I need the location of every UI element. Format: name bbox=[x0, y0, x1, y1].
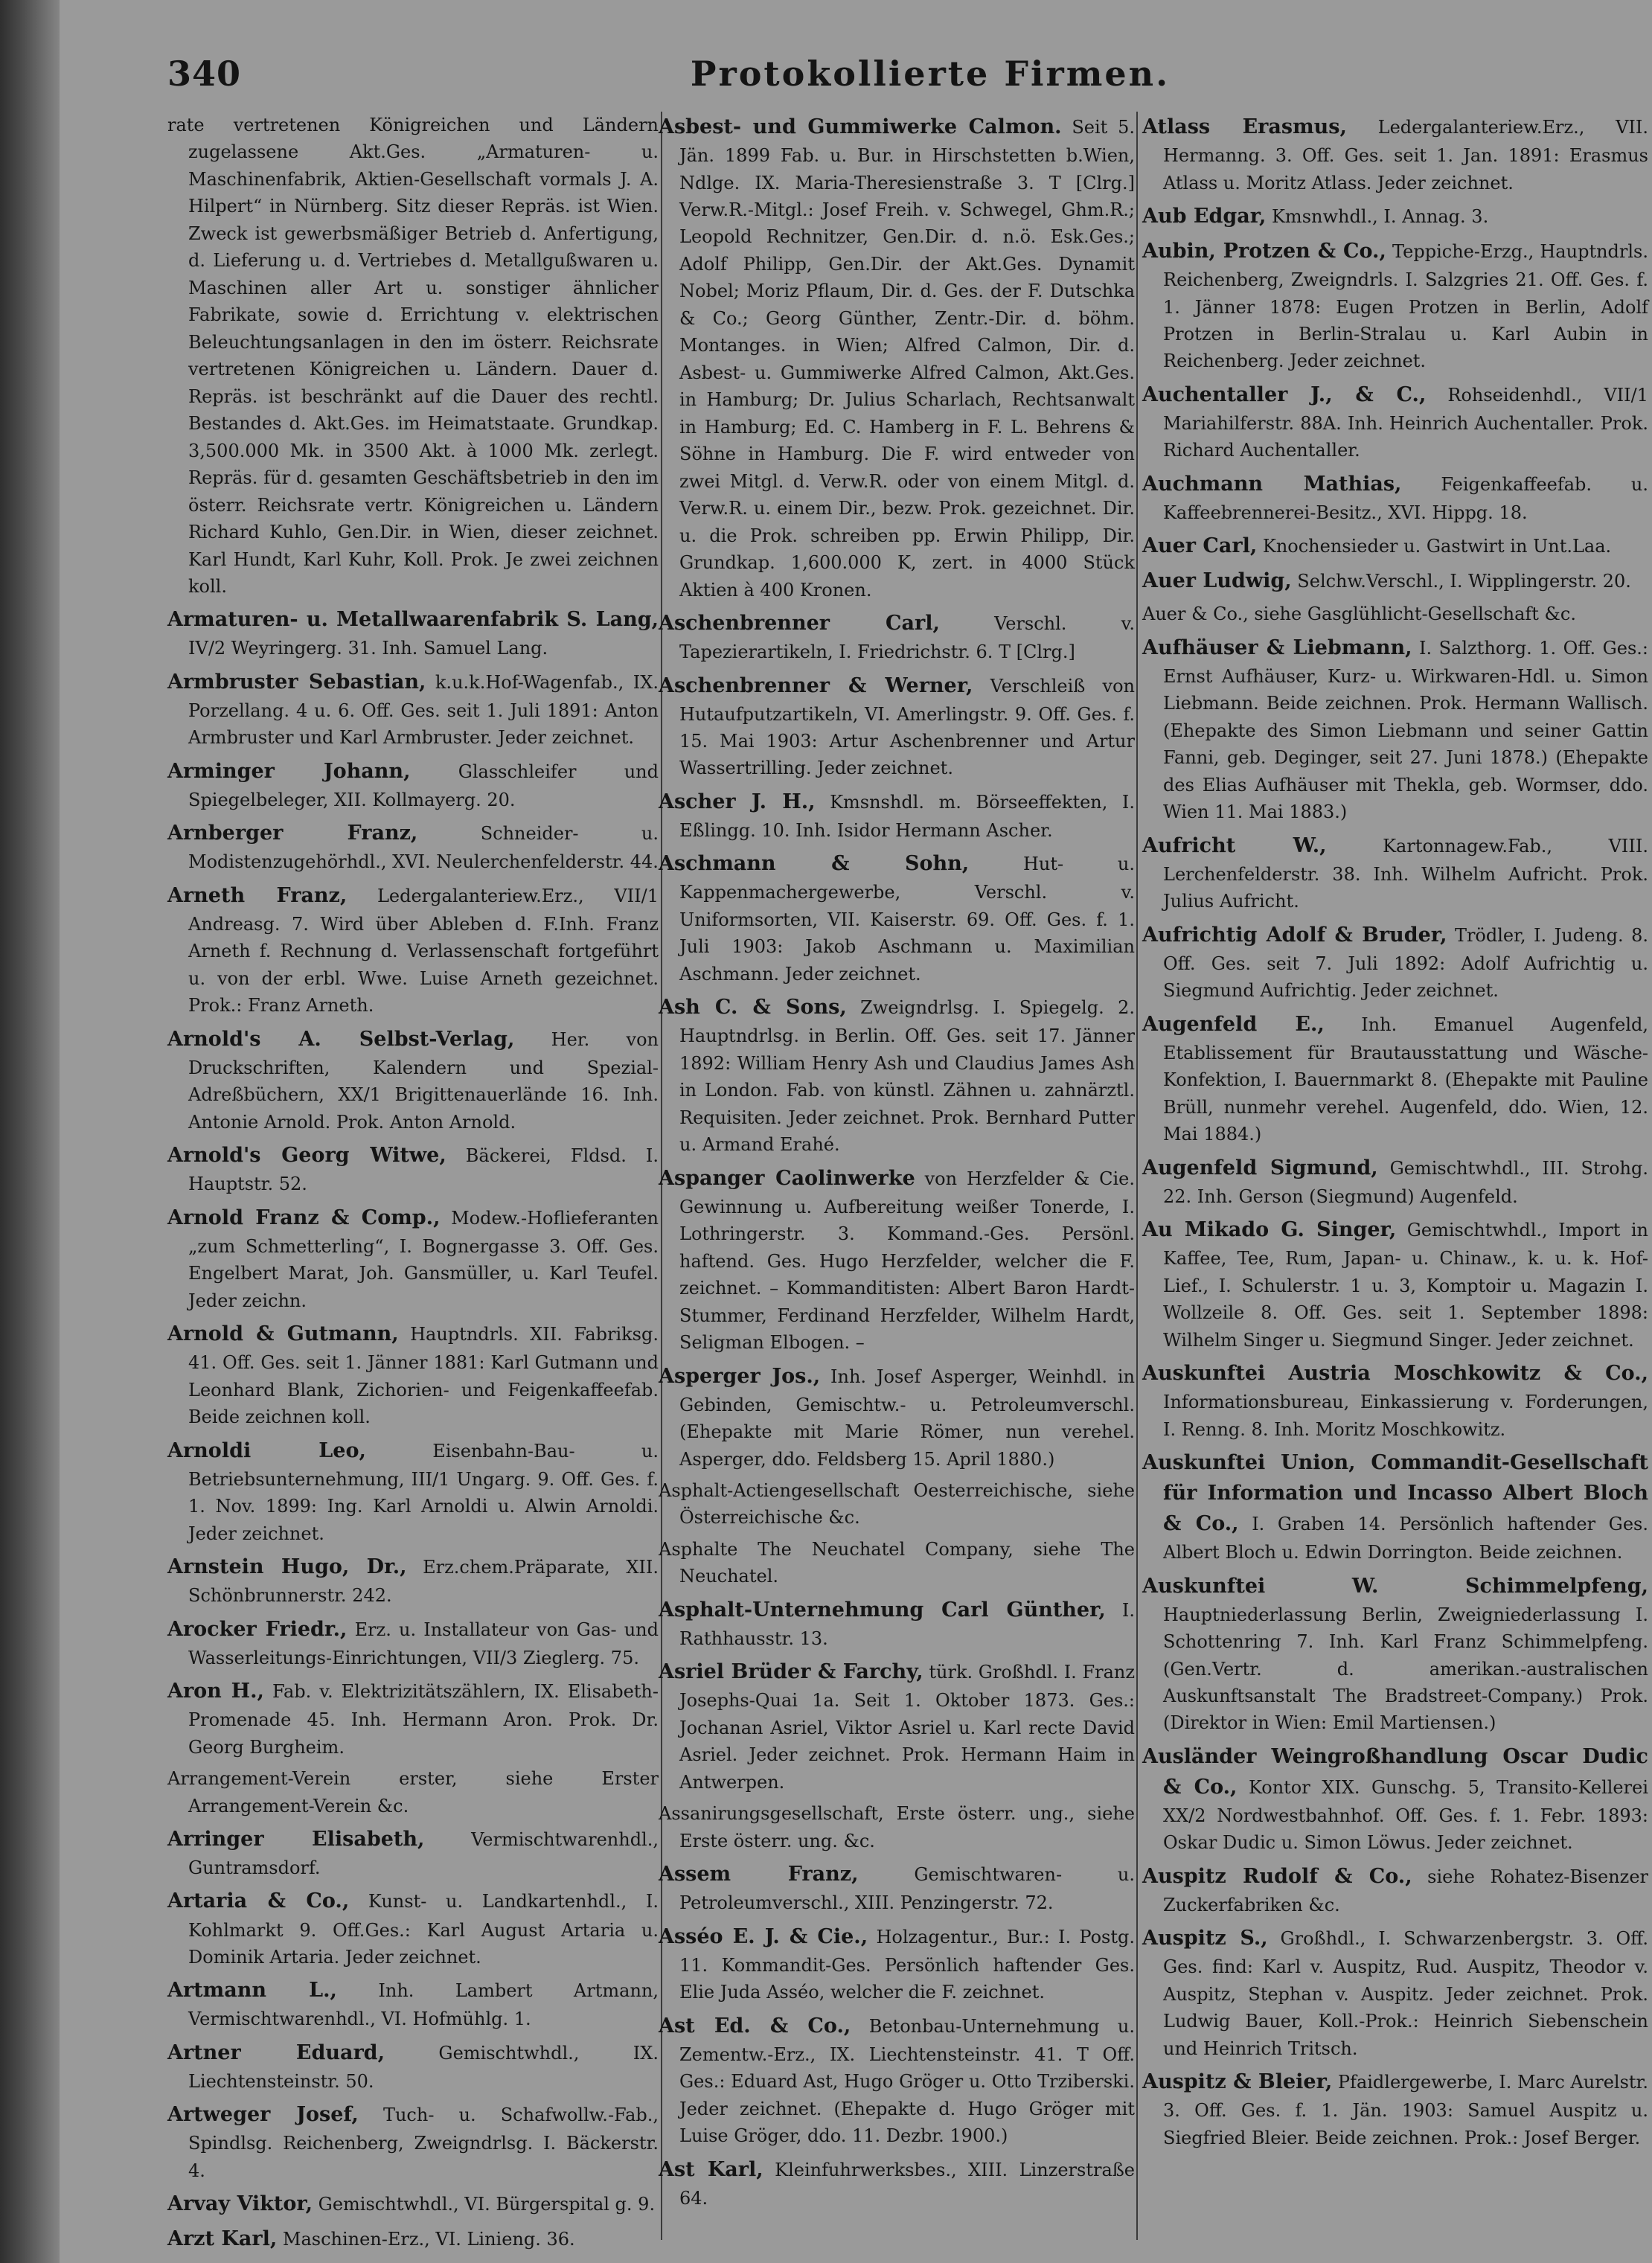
firm-details: Asphalte The Neuchatel Company, siehe The Neuchatel. bbox=[659, 1538, 1135, 1587]
firm-name: Artner Eduard, bbox=[167, 2040, 385, 2064]
column-1 bbox=[167, 112, 659, 2251]
firm-details: Verschl. v. Tapezierartikeln, I. Friedrichstr. 6. T [Clrg.] bbox=[679, 613, 1135, 663]
firm-entry bbox=[659, 1921, 1135, 2006]
firm-entry bbox=[167, 1140, 659, 1198]
column-3 bbox=[1142, 112, 1648, 2233]
firm-name: Assem Franz, bbox=[659, 1863, 859, 1886]
firm-entry bbox=[1142, 566, 1648, 596]
firm-name: Arneth Franz, bbox=[167, 883, 348, 907]
firm-entry bbox=[1142, 2067, 1648, 2151]
firm-entry bbox=[659, 1536, 1135, 1590]
firm-entry bbox=[1142, 531, 1648, 561]
firm-entry bbox=[1142, 920, 1648, 1005]
firm-details: Hut- u. Kappenmachergewerbe, Verschl. v. Uniformsorten, VII. Kaiserstr. 69. Off. Ges. f. 1. Juli 1903: Jakob Aschmann u. Maximilian Aschmann. Jeder zeichnet. bbox=[679, 854, 1135, 985]
firm-name: Aron H., bbox=[167, 1680, 264, 1703]
firm-details: Erz. u. Installateur von Gas- und Wasserleitungs-Einrichtungen, VII/3 Zieglerg. 75. bbox=[188, 1619, 659, 1668]
firm-details: Betonbau-Unternehmung u. Zementw.-Erz., IX. Liechtensteinstr. 41. T Off. Ges.: Eduard Ast, Hugo Gröger u. Otto Trziberski. Jeder zeichnet. (Ehepakte d. Hugo Gröger mit Luise Gröger, ddo. 11. Dezbr. 1900.) bbox=[679, 2015, 1135, 2147]
running-head: Protokollierte Firmen. bbox=[690, 54, 1171, 94]
firm-name: Auchentaller J., & C., bbox=[1142, 382, 1427, 406]
firm-name: Arnold's Georg Witwe, bbox=[167, 1144, 446, 1168]
firm-details: Hauptndrls. XII. Fabriksg. 41. Off. Ges. seit 1. Jänner 1881: Karl Gutmann und Leonhard Blank, Zichorien- und Feigenkaffeefab. Beide zeichnen koll. bbox=[188, 1324, 659, 1428]
firm-name: Arnberger Franz, bbox=[167, 822, 418, 845]
firm-name: Aschenbrenner & Werner, bbox=[659, 673, 973, 697]
firm-entry bbox=[1142, 469, 1648, 527]
firm-details: Trödler, I. Judeng. 8. Off. Ges. seit 7. Juli 1892: Adolf Aufrichtig u. Siegmund Aufrichtig. Jeder zeichnet. bbox=[1163, 924, 1648, 1002]
firm-name: Arvay Viktor, bbox=[167, 2192, 313, 2216]
firm-name: Asphalt-Unternehmung Carl Günther, bbox=[659, 1598, 1106, 1622]
firm-entry bbox=[659, 992, 1135, 1158]
firm-name: Atlass Erasmus, bbox=[1142, 115, 1347, 138]
firm-details: Zweigndrlsg. I. Spiegelg. 2. Hauptndrlsg. in Berlin. Off. Ges. seit 17. Jänner 1892: William Henry Ash und Claudius James Ash in London. Fab. von künstl. Zähnen u. zahnärztl. Requisiten. Jeder zeichnet. Prok. Bernhard Putter u. Armand Erahé. bbox=[679, 997, 1135, 1156]
firm-entry bbox=[1142, 1009, 1648, 1148]
firm-entry bbox=[167, 604, 659, 662]
firm-details: Gemischtwhdl., VI. Bürgerspital g. 9. bbox=[318, 2194, 656, 2215]
firm-entry bbox=[1142, 1741, 1648, 1857]
firm-name: Auspitz Rudolf & Co., bbox=[1142, 1864, 1412, 1888]
firm-entry bbox=[1142, 1861, 1648, 1919]
firm-details: Auer & Co., siehe Gasglühlicht-Gesellschaft &c. bbox=[1142, 604, 1576, 625]
firm-details: Her. von Druckschriften, Kalendern und Spezial-Adreßbüchern, XX/1 Brigittenauerlände 16. Inh. Antonie Arnold. Prok. Anton Arnold. bbox=[188, 1028, 659, 1133]
firm-entry bbox=[167, 1676, 659, 1761]
firm-name: Arocker Friedr., bbox=[167, 1617, 348, 1641]
firm-details: Selchw.Verschl., I. Wipplingerstr. 20. bbox=[1297, 571, 1631, 592]
firm-details: siehe Rohatez-Bisenzer Zuckerfabriken &c. bbox=[1163, 1866, 1648, 1915]
firm-entry bbox=[1142, 601, 1648, 627]
firm-name: Artmann L., bbox=[167, 1979, 337, 2003]
firm-entry bbox=[167, 818, 659, 876]
firm-details: Ledergalanteriew.Erz., VII/1 Andreasg. 7. Wird über Ableben d. F.Inh. Franz Arneth f. Rechnung d. Verlassenschaft fortgeführt u. von der erbl. Wwe. Luise Arneth gezeichnet. Prok.: Franz Arneth. bbox=[188, 885, 659, 1017]
firm-entry bbox=[1142, 201, 1648, 231]
firm-details: Gemischtwhdl., IX. Liechtensteinstr. 50. bbox=[188, 2042, 659, 2092]
firm-entry bbox=[1142, 112, 1648, 196]
column-rule bbox=[1136, 112, 1138, 2240]
firm-entry bbox=[167, 2099, 659, 2184]
firm-details: k.u.k.Hof-Wagenfab., IX. Porzellang. 4 u. 6. Off. Ges. seit 1. Juli 1891: Anton Armbruster und Karl Armbruster. Jeder zeichnet. bbox=[188, 671, 659, 749]
firm-name: Aubin, Protzen & Co., bbox=[1142, 240, 1386, 263]
firm-details: Asphalt-Actiengesellschaft Oesterreichische, siehe Österreichische &c. bbox=[659, 1480, 1135, 1529]
firm-name: Asbest- und Gummiwerke Calmon. bbox=[659, 115, 1062, 138]
firm-entry bbox=[1142, 1214, 1648, 1354]
firm-name: Ast Karl, bbox=[659, 2157, 763, 2181]
firm-details: rate vertretenen Königreichen und Ländern zugelassene Akt.Ges. „Armaturen- u. Maschinenfabrik, Aktien-Gesellschaft vormals J. A. Hilpert“ in Nürnberg. Sitz dieser Repräs. ist Wien. Zweck ist gewerbsmäßiger Betrieb d. Anfertigung, d. Lieferung u. d. Vertriebes d. Metallgußwaren u. Maschinen aller Art u. sonstiger ähnlicher Fabrikate, sowie d. Errichtung v. elektrischen Beleuchtungsanlagen in den im österr. Reichsrate vertretenen Königreichen u. Ländern. Dauer d. Repräs. ist beschränkt auf die Dauer des rechtl. Bestandes d. Akt.Ges. im Heimatstaate. Grundkap. 3,500.000 Mk. in 3500 Akt. à 1000 Mk. zerlegt. Repräs. für d. gesamten Geschäftsbetrieb in den im österr. Reichsrate vertr. Königreichen u. Ländern Richard Kuhlo, Gen.Dir. in Wien, dieser zeichnet. Karl Hundt, Karl Kuhr, Koll. Prok. Je zwei zeichnen koll. bbox=[167, 115, 659, 597]
firm-name: Asséo E. J. & Cie., bbox=[659, 1924, 868, 1948]
firm-name: Aufricht W., bbox=[1142, 833, 1327, 857]
firm-entry bbox=[659, 2154, 1135, 2212]
firm-name: Auskunftei Austria Moschkowitz & Co., bbox=[1142, 1362, 1648, 1385]
firm-entry bbox=[659, 1477, 1135, 1531]
column-2 bbox=[659, 112, 1135, 2233]
firm-details: Inh. Lambert Artmann, Vermischtwarenhdl., VI. Hofmühlg. 1. bbox=[188, 1980, 659, 2030]
firm-details: Feigenkaffeefab. u. Kaffeebrennerei-Besitz., XVI. Hippg. 18. bbox=[1163, 473, 1648, 523]
firm-entry bbox=[1142, 236, 1648, 375]
firm-name: Aschenbrenner Carl, bbox=[659, 612, 940, 635]
firm-name: Augenfeld E., bbox=[1142, 1012, 1325, 1036]
firm-entry bbox=[167, 1886, 659, 1971]
firm-name: Ast Ed. & Co., bbox=[659, 2014, 851, 2038]
firm-name: Asperger Jos., bbox=[659, 1364, 821, 1388]
firm-name: Arnold & Gutmann, bbox=[167, 1322, 399, 1346]
firm-name: Arzt Karl, bbox=[167, 2227, 278, 2251]
firm-entry bbox=[167, 112, 659, 600]
firm-entry bbox=[1142, 1923, 1648, 2062]
firm-entry bbox=[167, 1203, 659, 1314]
firm-details: Pfaidlergewerbe, I. Marc Aurelstr. 3. Off. Ges. f. 1. Jän. 1903: Samuel Auspitz u. Siegfried Bleier. Beide zeichnen. Prok.: Josef Berger. bbox=[1163, 2072, 1648, 2148]
firm-name: Augenfeld Sigmund, bbox=[1142, 1156, 1378, 1179]
firm-details: Kmsnshdl. m. Börseeffekten, I. Eßlingg. 10. Inh. Isidor Hermann Ascher. bbox=[679, 791, 1135, 841]
firm-name: Auspitz S., bbox=[1142, 1927, 1268, 1950]
firm-details: Vermischtwarenhdl., Guntramsdorf. bbox=[188, 1828, 659, 1878]
firm-details: IV/2 Weyringerg. 31. Inh. Samuel Lang. bbox=[188, 638, 548, 659]
firm-details: Informationsbureau, Einkassierung v. Forderungen, I. Renng. 8. Inh. Moritz Moschkowitz. bbox=[1163, 1392, 1648, 1440]
firm-details: Kunst- u. Landkartenhdl., I. Kohlmarkt 9. Off.Ges.: Karl August Artaria u. Dominik Artaria. Jeder zeichnet. bbox=[188, 1891, 659, 1968]
firm-entry bbox=[1142, 633, 1648, 826]
firm-details: Hauptniederlassung Berlin, Zweigniederlassung I. Schottenring 7. Inh. Karl Franz Schimmelpfeng. (Gen.Vertr. d. amerikan.-australischen Auskunftsanstalt The Bradstreet-Company.) Prok. (Direktor in Wien: Emil Martiensen.) bbox=[1163, 1604, 1648, 1734]
firm-entry bbox=[167, 667, 659, 752]
firm-details: Gemischtwaren- u. Petroleumverschl., XIII. Penzingerstr. 72. bbox=[679, 1864, 1135, 1914]
book-spine bbox=[0, 0, 60, 2263]
firm-details: Kontor XIX. Gunschg. 5, Transito-Kellerei XX/2 Nordwestbahnhof. Off. Ges. f. 1. Febr. 1893: Oskar Dudic u. Simon Löwus. Jeder zeichnet. bbox=[1163, 1776, 1648, 1854]
firm-name: Artaria & Co., bbox=[167, 1889, 350, 1913]
firm-name: Auchmann Mathias, bbox=[1142, 472, 1402, 496]
firm-details: Verschleiß von Hutaufputzartikeln, VI. Amerlingstr. 9. Off. Ges. f. 15. Mai 1903: Artur Aschenbrenner und Artur Wassertrilling. Jeder zeichnet. bbox=[679, 675, 1135, 779]
firm-details: I. Salzthorg. 1. Off. Ges.: Ernst Aufhäuser, Kurz- u. Wirkwaren-Hdl. u. Simon Liebmann. Beide zeichnen. Prok. Hermann Wallisch. (Ehepakte des Simon Liebmann und seiner Gattin Fanni, geb. Deginger, seit 27. Juni 1878.) (Ehepakte des Elias Aufhäuser mit Thekla, geb. Wormser, ddo. Wien 11. Mai 1883.) bbox=[1163, 637, 1648, 823]
firm-details: von Herzfelder & Cie. Gewinnung u. Aufbereitung weißer Tonerde, I. Lothringerstr. 3. Kommand.-Ges. Persönl. haftend. Ges. Hugo Herzfelder, welcher die F. zeichnet. – Kommanditisten: Albert Baron Hardt-Stummer, Ferdinand Herzfelder, Wilhelm Hardt, Seligman Elbogen. – bbox=[679, 1168, 1135, 1354]
firm-entry bbox=[659, 1361, 1135, 1473]
firm-details: Rohseidenhdl., VII/1 Mariahilferstr. 88A. Inh. Heinrich Auchentaller. Prok. Richard Auchentaller. bbox=[1163, 384, 1648, 461]
firm-name: Auer Ludwig, bbox=[1142, 569, 1292, 593]
firm-details: I. Graben 14. Persönlich haftender Ges. Albert Bloch u. Edwin Dorrington. Beide zeichnen. bbox=[1163, 1514, 1648, 1563]
firm-entry bbox=[659, 1800, 1135, 1854]
page-number: 340 bbox=[167, 54, 242, 94]
firm-name: Auspitz & Bleier, bbox=[1142, 2070, 1333, 2094]
firm-name: Arnstein Hugo, Dr., bbox=[167, 1555, 407, 1579]
firm-details: Maschinen-Erz., VI. Linieng. 36. bbox=[282, 2229, 575, 2250]
firm-entry bbox=[1142, 1571, 1648, 1737]
firm-entry bbox=[1142, 830, 1648, 915]
firm-details: türk. Großhdl. I. Franz Josephs-Quai 1a. Seit 1. Oktober 1873. Ges.: Jochanan Asriel, Viktor Asriel u. Karl recte David Asriel. Jeder zeichnet. Prok. Hermann Haim in Antwerpen. bbox=[679, 1662, 1136, 1793]
firm-name: Aufrichtig Adolf & Bruder, bbox=[1142, 923, 1447, 947]
firm-entry bbox=[1142, 380, 1648, 464]
firm-name: Aschmann & Sohn, bbox=[659, 852, 970, 876]
firm-entry bbox=[659, 1595, 1135, 1653]
firm-entry bbox=[167, 1824, 659, 1882]
firm-entry bbox=[659, 1657, 1135, 1796]
firm-entry bbox=[659, 1163, 1135, 1357]
firm-entry bbox=[1142, 1447, 1648, 1566]
firm-entry bbox=[167, 1024, 659, 1136]
firm-name: Arringer Elisabeth, bbox=[167, 1827, 425, 1851]
firm-details: Kleinfuhrwerksbes., XIII. Linzerstraße 64. bbox=[679, 2159, 1135, 2209]
firm-details: Tuch- u. Schafwollw.-Fab., Spindlsg. Reichenberg, Zweigndrlsg. I. Bäckerstr. 4. bbox=[188, 2104, 659, 2181]
firm-entry bbox=[659, 848, 1135, 988]
firm-details: Inh. Josef Asperger, Weinhdl. in Gebinden, Gemischtw.- u. Petroleumverschl. (Ehepakte mit Marie Römer, nun verehel. Asperger, ddo. Feldsberg 15. April 1880.) bbox=[679, 1366, 1135, 1470]
firm-name: Auskunftei Union, Commandit-Gesellschaft für Information und Incasso Albert Bloch & Co., bbox=[1142, 1450, 1648, 1536]
firm-details: Großhdl., I. Schwarzenbergstr. 3. Off. Ges. find: Karl v. Auspitz, Rud. Auspitz, Theodor v. Auspitz, Stephan v. Auspitz. Jeder zeichnet. Prok. Ludwig Bauer, Koll.-Prok.: Heinrich Siebenschein und Heinrich Tritsch. bbox=[1163, 1928, 1648, 2059]
firm-details: Kartonnagew.Fab., VIII. Lerchenfelderstr. 38. Inh. Wilhelm Aufricht. Prok. Julius Aufricht. bbox=[1163, 835, 1648, 912]
firm-name: Au Mikado G. Singer, bbox=[1142, 1218, 1397, 1242]
firm-entry bbox=[659, 608, 1135, 666]
firm-name: Arnold's A. Selbst-Verlag, bbox=[167, 1027, 515, 1051]
firm-details: Modew.-Hoflieferanten „zum Schmetterling“, I. Bognergasse 3. Off. Ges. Engelbert Marat, Joh. Gansmüller, u. Karl Teufel. Jeder zeichn. bbox=[188, 1207, 659, 1311]
firm-entry bbox=[167, 1552, 659, 1610]
firm-name: Ascher J. H., bbox=[659, 790, 816, 813]
firm-entry bbox=[1142, 1358, 1648, 1443]
firm-name: Aub Edgar, bbox=[1142, 204, 1267, 228]
firm-details: Erz.chem.Präparate, XII. Schönbrunnerstr. 242. bbox=[188, 1557, 659, 1607]
firm-name: Arnoldi Leo, bbox=[167, 1438, 366, 1462]
firm-name: Ash C. & Sons, bbox=[659, 996, 847, 1020]
firm-name: Auer Carl, bbox=[1142, 534, 1258, 558]
firm-details: Holzagentur., Bur.: I. Postg. 11. Kommandit-Ges. Persönlich haftender Ges. Elie Juda Asséo, welcher die F. zeichnet. bbox=[679, 1926, 1136, 2003]
firm-details: Ledergalanteriew.Erz., VII. Hermanng. 3. Off. Ges. seit 1. Jan. 1891: Erasmus Atlass u. Moritz Atlass. Jeder zeichnet. bbox=[1163, 117, 1648, 193]
firm-details: Kmsnwhdl., I. Annag. 3. bbox=[1272, 205, 1489, 227]
firm-details: Glasschleifer und Spiegelbeleger, XII. Kollmayerg. 20. bbox=[188, 761, 659, 810]
firm-name: Aufhäuser & Liebmann, bbox=[1142, 636, 1412, 659]
firm-details: I. Rathhausstr. 13. bbox=[679, 1599, 1135, 1649]
firm-entry bbox=[167, 1614, 659, 1672]
firm-entry bbox=[167, 1975, 659, 2033]
firm-details: Knochensieder u. Gastwirt in Unt.Laa. bbox=[1262, 536, 1612, 557]
firm-name: Aspanger Caolinwerke bbox=[659, 1166, 915, 1190]
firm-name: Artweger Josef, bbox=[167, 2103, 359, 2127]
firm-details: Arrangement-Verein erster, siehe Erster Arrangement-Verein &c. bbox=[167, 1768, 659, 1817]
firm-name: Armbruster Sebastian, bbox=[167, 670, 426, 694]
firm-name: Asriel Brüder & Farchy, bbox=[659, 1660, 923, 1684]
firm-entry bbox=[659, 2011, 1135, 2150]
firm-entry bbox=[659, 112, 1135, 604]
firm-details: Seit 5. Jän. 1899 Fab. u. Bur. in Hirschstetten b.Wien, Ndlge. IX. Maria-Theresienstraße 3. T [Clrg.] Verw.R.-Mitgl.: Josef Freih. v. Schwegel, Ghm.R.; Leopold Rechnitzer, Gen.Dir. d. n.ö. Esk.Ges.; Adolf Philipp, Gen.Dir. der Akt.Ges. Dynamit Nobel; Moriz Pflaum, Dir. d. Ges. der F. Dutschka & Co.; Georg Günther, Zentr.-Dir. d. böhm. Montanges. in Wien; Alfred Calmon, Dir. d. Asbest- u. Gummiwerke Alfred Calmon, Akt.Ges. in Hamburg; Dr. Julius Scharlach, Rechtsanwalt in Hamburg; Ed. C. Hamberg in F. L. Behrens & Söhne in Hamburg. Die F. wird entweder von zwei Mitgl. d. Verw.R. oder von einem Mitgl. d. Verw.R. u. einem Dir., bezw. Prok. gezeichnet. Dir. u. die Prok. schreiben pp. Erwin Philipp, Dir. Grundkap. 1,600.000 K, zert. in 4000 Stück Aktien à 400 Kronen. bbox=[679, 117, 1135, 601]
firm-details: Assanirungsgesellschaft, Erste österr. ung., siehe Erste österr. ung. &c. bbox=[659, 1803, 1135, 1851]
firm-entry bbox=[659, 787, 1135, 845]
firm-entry bbox=[167, 2224, 659, 2254]
firm-details: Schneider- u. Modistenzugehörhdl., XVI. Neulerchenfelderstr. 44. bbox=[188, 823, 659, 873]
firm-details: Gemischtwhdl., III. Strohg. 22. Inh. Gerson (Siegmund) Augenfeld. bbox=[1163, 1157, 1648, 1207]
firm-details: Fab. v. Elektrizitätszählern, IX. Elisabeth-Promenade 45. Inh. Hermann Aron. Prok. Dr. Georg Burgheim. bbox=[188, 1681, 659, 1758]
firm-details: Inh. Emanuel Augenfeld, Etablissement für Brautausstattung und Wäsche-Konfektion, I. Bauernmarkt 8. (Ehepakte mit Pauline Brüll, nunmehr verehel. Augenfeld, ddo. Wien, 12. Mai 1884.) bbox=[1163, 1014, 1648, 1145]
firm-entry bbox=[167, 1319, 659, 1430]
firm-entry bbox=[1142, 1153, 1648, 1211]
firm-name: Arminger Johann, bbox=[167, 759, 411, 783]
firm-name: Ausländer Weingroßhandlung Oscar Dudic & Co., bbox=[1142, 1744, 1648, 1799]
firm-entry bbox=[167, 2189, 659, 2219]
firm-name: Auskunftei W. Schimmelpfeng, bbox=[1142, 1574, 1648, 1598]
firm-entry bbox=[167, 1435, 659, 1547]
firm-entry bbox=[659, 670, 1135, 782]
firm-entry bbox=[167, 1765, 659, 1819]
firm-entry bbox=[167, 2038, 659, 2096]
firm-entry bbox=[659, 1859, 1135, 1917]
firm-name: Arnold Franz & Comp., bbox=[167, 1206, 441, 1229]
firm-entry bbox=[167, 880, 659, 1020]
firm-details: Eisenbahn-Bau- u. Betriebsunternehmung, III/1 Ungarg. 9. Off. Ges. f. 1. Nov. 1899: Ing. Karl Arnoldi u. Alwin Arnoldi. Jeder zeichnet. bbox=[188, 1440, 659, 1544]
firm-name: Armaturen- u. Metallwaarenfabrik S. Lang, bbox=[167, 608, 659, 632]
firm-details: Teppiche-Erzg., Hauptndrls. Reichenberg, Zweigndrls. I. Salzgries 21. Off. Ges. f. 1. Jänner 1878: Eugen Protzen in Berlin, Adolf Protzen in Berlin-Stralau u. Karl Aubin in Reichenberg. Jeder zeichnet. bbox=[1163, 241, 1648, 372]
firm-details: Gemischtwhdl., Import in Kaffee, Tee, Rum, Japan- u. Chinaw., k. u. k. Hof-Lief., I. Schulerstr. 1 u. 3, Komptoir u. Magazin I. Wollzeile 8. Off. Ges. seit 1. September 1898: Wilhelm Singer u. Siegmund Singer. Jeder zeichnet. bbox=[1163, 1220, 1648, 1351]
firm-entry bbox=[167, 756, 659, 814]
firm-details: Bäckerei, Fldsd. I. Hauptstr. 52. bbox=[188, 1145, 659, 1195]
